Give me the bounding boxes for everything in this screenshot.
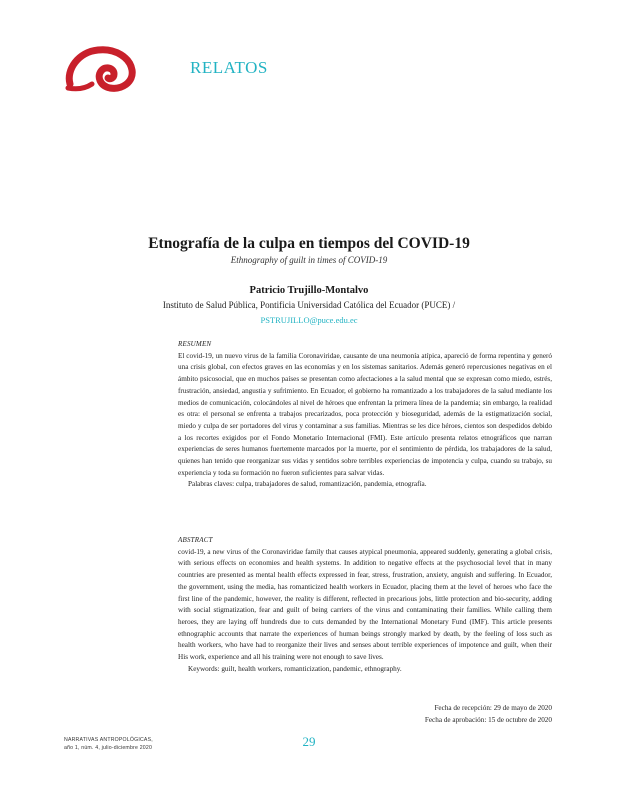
article-title: Etnografía de la culpa en tiempos del COVID-19 — [148, 235, 470, 252]
author-affiliation: Instituto de Salud Pública, Pontificia Universidad Católica del Ecuador (PUCE) / — [162, 300, 456, 310]
resumen-keywords: Palabras claves: culpa, trabajadores de salud, romantización, pandemia, etnografía. — [188, 480, 427, 489]
section-label: RELATOS — [190, 58, 268, 77]
approved-date: Fecha de aprobación: 15 de octubre de 2020 — [424, 716, 552, 724]
page-number: 29 — [302, 734, 316, 749]
received-date: Fecha de recepción: 29 de mayo de 2020 — [434, 704, 552, 712]
spiral-logo-icon — [64, 44, 138, 92]
resumen-body: El covid-19, un nuevo virus de la familia Coronaviridae, causante de una neumonía atípica, apareció de forma repentina y generó una crisis global, con efectos graves en las economías y en los sistemas sanitarios. Además generó repercusiones negativas en el ámbito psicosocial, que en muchos países se presentan como afectaciones a la salud mental que se expresan como miedo, estrés, frustración, ansiedad, angustia y sufrimiento. En Ecuador, el gobierno ha romantizado a los trabajadores de la salud mediante los medios de comunicación, colocándoles al nivel de héroes que enfrentan la primera línea de la pandemia; sin embargo, la realidad es otra: el personal se enfrenta a trabajos precarizados, poca protección y bioseguridad, además de la estigmatización social, miedo y culpa de ser portadores del virus y contaminar a sus familias. Mientras se les dice héroes, cientos son despedidos debido a los recortes exigidos por el Fondo Monetario Internacional (FMI). Este artículo presenta relatos etnográficos que narran experiencias de seres humanos fuertemente marcados por la muerte, por el sentimiento de pérdida, los trabajadores de la salud, quienes han tenido que reorganizar sus vidas y sentidos sobre terribles experiencias de impotencia y culpa, cuando su trabajo, su experiencia y toda su formación no fueron suficientes para salvar vidas. — [178, 351, 552, 477]
abstract-keywords: Keywords: guilt, health workers, romanticization, pandemic, ethnography. — [188, 664, 402, 673]
resumen-section — [178, 339, 552, 491]
abstract-section — [178, 535, 552, 675]
article-subtitle: Ethnography of guilt in times of COVID-19 — [230, 255, 388, 265]
author-name: Patricio Trujillo-Montalvo — [249, 285, 369, 296]
abstract-heading: ABSTRACT — [178, 536, 213, 544]
author-email-link[interactable]: PSTRUJILLO@puce.edu.ec — [260, 315, 358, 325]
abstract-body: covid-19, a new virus of the Coronaviridae family that causes atypical pneumonia, appeared suddenly, generating a global crisis, with serious effects on economies and health systems. In addition to negative effects at the psychosocial level that in many countries are presented as mental health effects expressed in fear, stress, frustration, anxiety, anguish and suffering. In Ecuador, the government, using the media, has romanticized health workers in Ecuador, placing them at the level of heroes who face the first line of the pandemic, however, the reality is different, reflected in precarious jobs, little protection and bio-security, adding with social stigmatization, fear and guilt of being carriers of the virus and contaminating their families. While calling them heroes, they are laying off hundreds due to cuts demanded by the International Monetary Fund (IMF). This article presents ethnographic accounts that narrate the experiences of human beings strongly marked by death, by the feeling of loss such as health workers, who have had to reorganize their lives and senses about terrible experiences of impotence and guilt, when their His work, experience and all his training were not enough to save lives. — [178, 547, 552, 662]
journal-issue: año 1, núm. 4, julio-diciembre 2020 — [64, 745, 153, 751]
journal-name: NARRATIVAS ANTROPOLÓGICAS, — [64, 737, 153, 743]
resumen-heading: RESUMEN — [178, 340, 212, 348]
